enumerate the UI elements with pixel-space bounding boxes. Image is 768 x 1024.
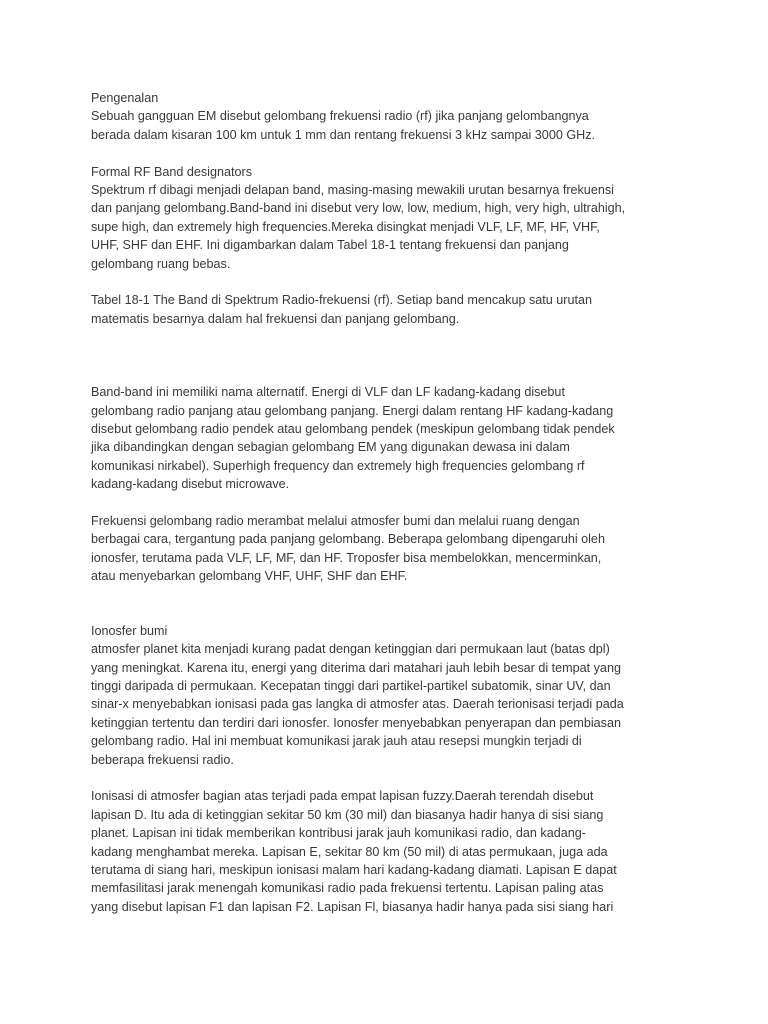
- section-alternative-names: [91, 383, 691, 493]
- section-band-designators: [91, 163, 691, 273]
- text-line: Sebuah gangguan EM disebut gelombang frekuensi radio (rf) jika panjang gelombangnya: [91, 109, 589, 124]
- text-line: beberapa frekuensi radio.: [91, 752, 234, 767]
- text-line: Spektrum rf dibagi menjadi delapan band, masing-masing mewakili urutan besarnya frekuensi: [91, 183, 614, 198]
- text-line: Band-band ini memiliki nama alternatif. Energi di VLF dan LF kadang-kadang disebut: [91, 385, 565, 400]
- text-line: yang disebut lapisan F1 dan lapisan F2. Lapisan Fl, biasanya hadir hanya pada sisi siang hari: [91, 899, 614, 914]
- paragraph-spacer: [91, 273, 691, 291]
- text-line: atau menyebarkan gelombang VHF, UHF, SHF dan EHF.: [91, 569, 408, 584]
- text-line: dan panjang gelombang.Band-band ini disebut very low, low, medium, high, very high, ultrahigh,: [91, 201, 626, 216]
- text-line: matematis besarnya dalam hal frekuensi dan panjang gelombang.: [91, 311, 460, 326]
- text-line: lapisan D. Itu ada di ketinggian sekitar 50 km (30 mil) dan biasanya hadir hanya di sisi siang: [91, 807, 604, 822]
- section-propagation: [91, 512, 691, 586]
- text-line: kadang-kadang disebut microwave.: [91, 477, 290, 492]
- text-line: komunikasi nirkabel). Superhigh frequency dan extremely high frequencies gelombang rf: [91, 458, 585, 473]
- paragraph-spacer: [91, 769, 691, 787]
- paragraph-spacer: [91, 586, 691, 622]
- section-introduction: [91, 89, 691, 144]
- text-line: terutama di siang hari, meskipun ionisasi malam hari kadang-kadang diamati. Lapisan E dapat: [91, 862, 617, 877]
- text-line: UHF, SHF dan EHF. Ini digambarkan dalam Tabel 18-1 tentang frekuensi dan panjang: [91, 238, 569, 253]
- text-line: ionosfer, terutama pada VLF, LF, MF, dan HF. Troposfer bisa membelokkan, mencerminkan,: [91, 550, 602, 565]
- text-line: supe high, dan extremely high frequencies.Mereka disingkat menjadi VLF, LF, MF, HF, VHF,: [91, 219, 600, 234]
- text-line: Ionisasi di atmosfer bagian atas terjadi pada empat lapisan fuzzy.Daerah terendah disebut: [91, 789, 594, 804]
- section-heading: Pengenalan: [91, 91, 159, 105]
- paragraph-spacer: [91, 144, 691, 162]
- text-line: atmosfer planet kita menjadi kurang padat dengan ketinggian dari permukaan laut (batas dpl): [91, 642, 610, 657]
- document-body: [91, 89, 691, 916]
- table-placeholder-gap: [91, 328, 691, 383]
- section-heading: Formal RF Band designators: [91, 164, 252, 179]
- text-line: berbagai cara, tergantung pada panjang gelombang. Beberapa gelombang dipengaruhi oleh: [91, 532, 605, 547]
- text-line: jika dibandingkan dengan sebagian gelombang EM yang digunakan dewasa ini dalam: [91, 440, 570, 455]
- text-line: gelombang radio. Hal ini membuat komunikasi jarak jauh atau resepsi mungkin terjadi di: [91, 734, 582, 749]
- text-line: ketinggian tertentu dan terdiri dari ionosfer. Ionosfer menyebabkan penyerapan dan pembiasan: [91, 715, 621, 730]
- section-ionosphere: [91, 622, 691, 769]
- text-line: sinar-x menyebabkan ionisasi pada gas langka di atmosfer atas. Daerah terionisasi terjadi pada: [91, 697, 624, 712]
- section-heading: Ionosfer bumi: [91, 623, 168, 638]
- text-line: disebut gelombang radio pendek atau gelombang pendek (meskipun gelombang tidak pendek: [91, 422, 615, 437]
- paragraph-spacer: [91, 494, 691, 512]
- section-table-caption: [91, 291, 691, 328]
- text-line: tinggi daripada di permukaan. Kecepatan tinggi dari partikel-partikel subatomik, sinar UV, dan: [91, 678, 611, 693]
- text-line: Frekuensi gelombang radio merambat melalui atmosfer bumi dan melalui ruang dengan: [91, 514, 580, 529]
- section-ionization-layers: [91, 787, 691, 916]
- text-line: memfasilitasi jarak menengah komunikasi radio pada frekuensi tertentu. Lapisan paling atas: [91, 881, 604, 896]
- text-line: Tabel 18-1 The Band di Spektrum Radio-frekuensi (rf). Setiap band mencakup satu urutan: [91, 293, 593, 308]
- text-line: planet. Lapisan ini tidak memberikan kontribusi jarak jauh komunikasi radio, dan kadang-: [91, 826, 586, 841]
- text-line: gelombang ruang bebas.: [91, 256, 231, 271]
- text-line: yang meningkat. Karena itu, energi yang diterima dari matahari jauh lebih besar di tempat yang: [91, 660, 621, 675]
- text-line: kadang menghambat mereka. Lapisan E, sekitar 80 km (50 mil) di atas permukaan, juga ada: [91, 844, 608, 859]
- text-line: gelombang radio panjang atau gelombang panjang. Energi dalam rentang HF kadang-kadang: [91, 403, 614, 418]
- text-line: berada dalam kisaran 100 km untuk 1 mm dan rentang frekuensi 3 kHz sampai 3000 GHz.: [91, 127, 596, 142]
